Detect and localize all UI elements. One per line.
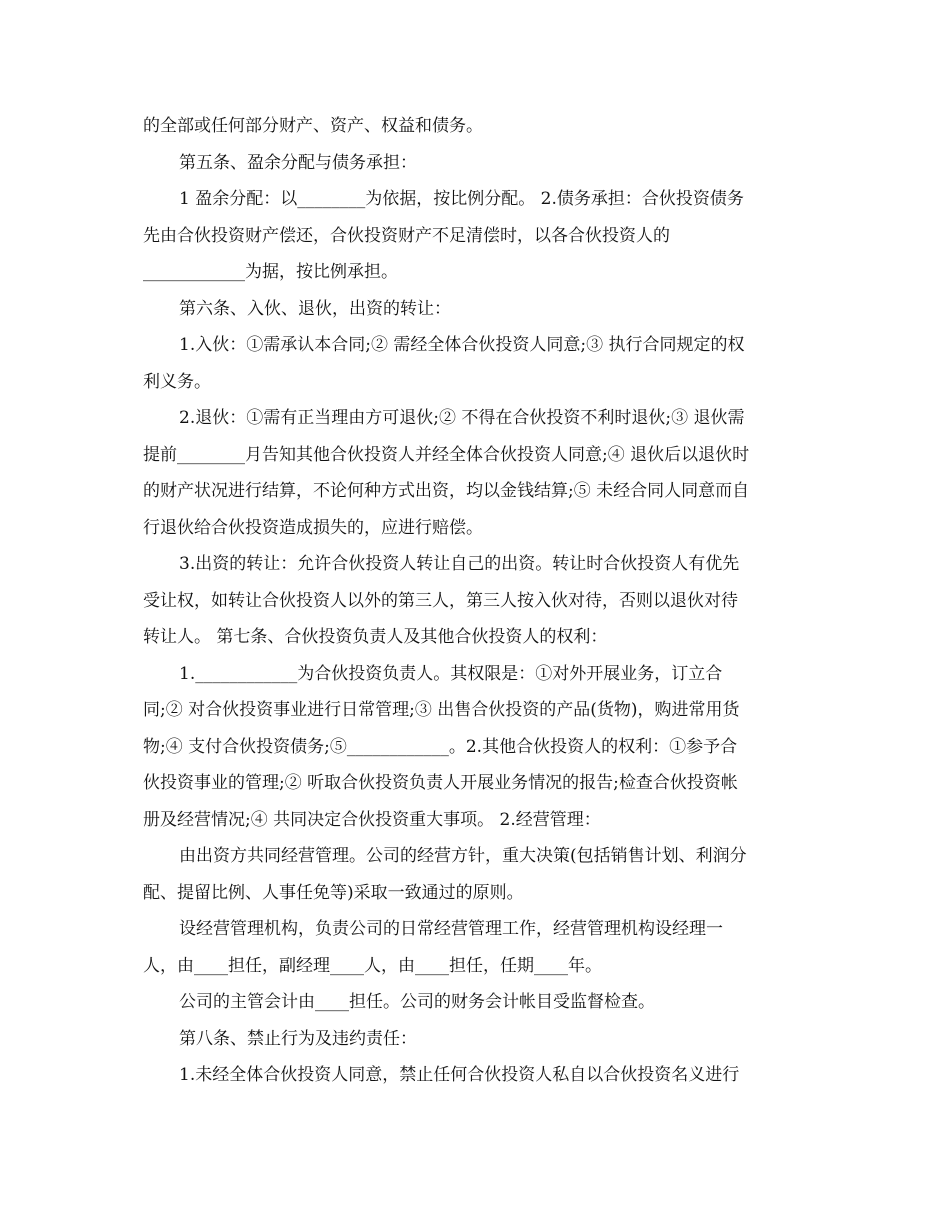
text-line: ____________为据，按比例承担。 <box>143 262 398 282</box>
text-line: 转让人。 第七条、合伙投资负责人及其他合伙投资人的权利： <box>143 627 608 647</box>
text-line: 利义务。 <box>143 371 211 392</box>
text-line: 的全部或任何部分财产、资产、权益和债务。 <box>143 116 483 136</box>
text-line: 物;④ 支付合伙投资债务;⑤____________。2.其他合伙投资人的权利：①参予合 <box>143 736 738 757</box>
text-line: 受让权，如转让合伙投资人以外的第三人，第三人按入伙对待，否则以退伙对待 <box>143 590 738 611</box>
text-line: 行退伙给合伙投资造成损失的，应进行赔偿。 <box>143 517 483 538</box>
text-line: 1.入伙：①需承认本合同;② 需经全体合伙投资人同意;③ 执行合同规定的权 <box>179 335 745 355</box>
text-line: 伙投资事业的管理;② 听取合伙投资负责人开展业务情况的报告;检查合伙投资帐 <box>143 773 738 793</box>
text-line: 第五条、盈余分配与债务承担： <box>179 152 417 173</box>
text-line: 人，由____担任，副经理____人，由____担任，任期____年。 <box>143 955 602 976</box>
text-line: 同;② 对合伙投资事业进行日常管理;③ 出售合伙投资的产品(货物)，购进常用货 <box>143 700 740 720</box>
text-line: 第六条、入伙、退伙，出资的转让： <box>179 298 451 319</box>
text-line: 3.出资的转让：允许合伙投资人转让自己的出资。转让时合伙投资人有优先 <box>179 554 740 574</box>
text-line: 第八条、禁止行为及违约责任： <box>179 1028 417 1049</box>
text-line: 设经营管理机构，负责公司的日常经营管理工作，经营管理机构设经理一 <box>179 919 723 939</box>
text-line: 1.未经全体合伙投资人同意，禁止任何合伙投资人私自以合伙投资名义进行 <box>179 1065 740 1085</box>
text-line: 2.退伙：①需有正当理由方可退伙;② 不得在合伙投资不利时退伙;③ 退伙需 <box>179 408 745 428</box>
text-line: 公司的主管会计由____担任。公司的财务会计帐目受监督检查。 <box>179 992 655 1012</box>
text-line: 1 盈余分配：以________为依据，按比例分配。 2.债务承担：合伙投资债务 <box>179 189 744 209</box>
document-body <box>143 108 803 1094</box>
text-line: 先由合伙投资财产偿还，合伙投资财产不足清偿时，以各合伙投资人的 <box>143 225 670 246</box>
text-line: 1.____________为合伙投资负责人。其权限是：①对外开展业务，订立合 <box>179 663 723 684</box>
text-line: 的财产状况进行结算，不论何种方式出资，均以金钱结算;⑤ 未经合同人同意而自 <box>143 481 750 501</box>
text-line: 册及经营情况;④ 共同决定合伙投资重大事项。 2.经营管理： <box>143 809 601 830</box>
text-line: 配、提留比例、人事任免等)采取一致通过的原则。 <box>143 882 524 903</box>
text-line: 由出资方共同经营管理。公司的经营方针，重大决策(包括销售计划、利润分 <box>179 846 747 866</box>
text-line: 提前________月告知其他合伙投资人并经全体合伙投资人同意;④ 退伙后以退伙时 <box>143 444 750 465</box>
